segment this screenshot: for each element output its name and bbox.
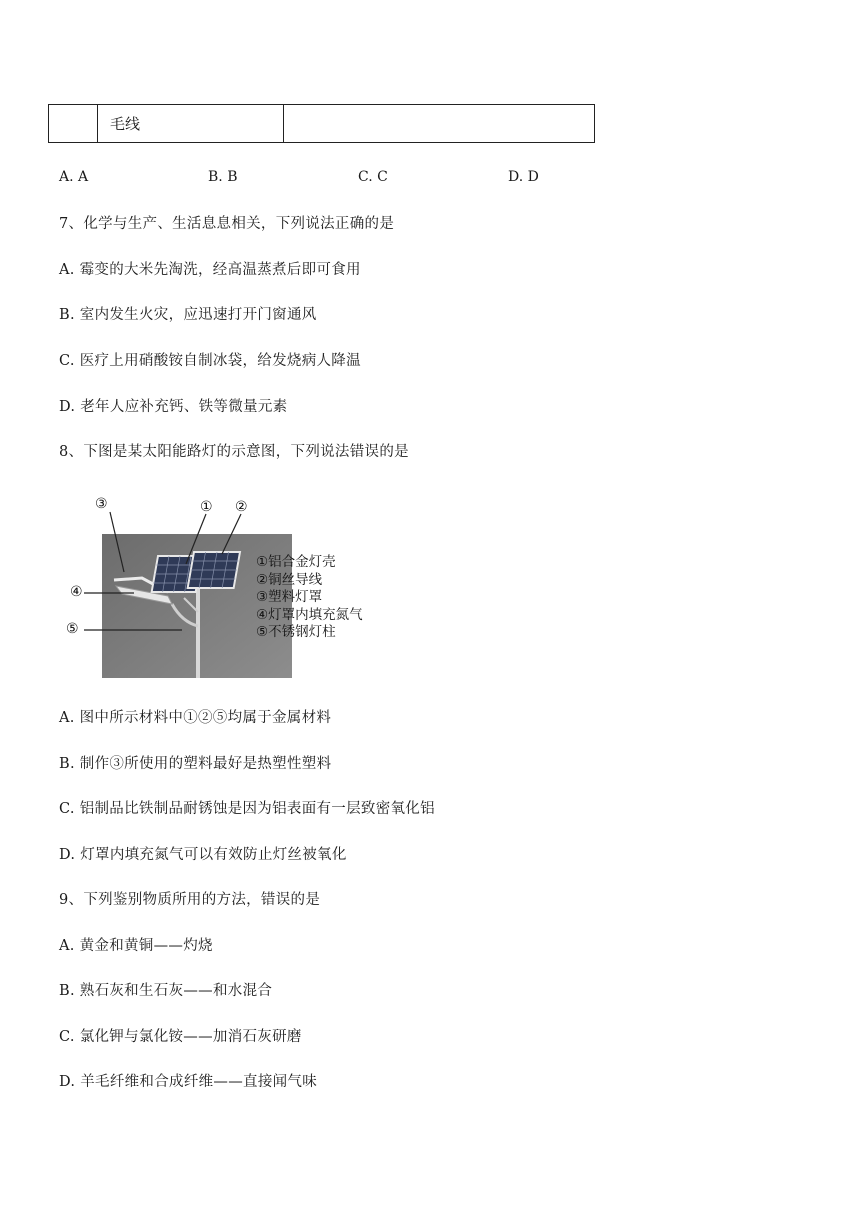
callout-1: ① bbox=[200, 499, 213, 515]
question-9-stem: 9、下列鉴别物质所用的方法，错误的是 bbox=[59, 892, 321, 908]
question-7-stem: 7、化学与生产、生活息息相关，下列说法正确的是 bbox=[59, 216, 395, 232]
solar-street-lamp-figure bbox=[66, 494, 396, 680]
q8-option-b: B. 制作③所使用的塑料最好是热塑性塑料 bbox=[59, 756, 332, 772]
q8-option-a: A. 图中所示材料中①②⑤均属于金属材料 bbox=[59, 710, 332, 726]
q7-option-d: D. 老年人应补充钙、铁等微量元素 bbox=[59, 399, 288, 415]
q8-option-c: C. 铝制品比铁制品耐锈蚀是因为铝表面有一层致密氧化铝 bbox=[59, 801, 435, 817]
legend-item: ④灯罩内填充氮气 bbox=[256, 606, 363, 623]
q8-option-d: D. 灯罩内填充氮气可以有效防止灯丝被氧化 bbox=[59, 847, 347, 863]
legend-item: ①铝合金灯壳 bbox=[256, 554, 336, 570]
figure-legend bbox=[256, 554, 363, 642]
q6-option-a: A. A bbox=[59, 169, 89, 185]
table-cell bbox=[49, 105, 98, 143]
legend-item: ③塑料灯罩 bbox=[256, 589, 323, 605]
question-8-stem: 8、下图是某太阳能路灯的示意图，下列说法错误的是 bbox=[59, 444, 409, 460]
q7-option-a: A. 霉变的大米先淘洗，经高温蒸煮后即可食用 bbox=[59, 262, 361, 278]
table-cell bbox=[284, 105, 595, 143]
q6-option-b: B. B bbox=[208, 169, 238, 185]
legend-item: ②铜丝导线 bbox=[256, 571, 323, 588]
q9-option-c: C. 氯化钾与氯化铵——加消石灰研磨 bbox=[59, 1029, 302, 1045]
callout-4: ④ bbox=[70, 584, 83, 600]
q9-option-b: B. 熟石灰和生石灰——和水混合 bbox=[59, 983, 273, 999]
q6-option-c: C. C bbox=[358, 169, 388, 185]
q7-option-c: C. 医疗上用硝酸铵自制冰袋，给发烧病人降温 bbox=[59, 353, 361, 369]
q9-option-d: D. 羊毛纤维和合成纤维——直接闻气味 bbox=[59, 1074, 318, 1090]
q6-option-d: D. D bbox=[508, 169, 539, 185]
legend-item: ⑤不锈钢灯柱 bbox=[256, 624, 336, 640]
q9-option-a: A. 黄金和黄铜——灼烧 bbox=[59, 938, 213, 954]
table-cell: 毛线 bbox=[98, 105, 284, 143]
callout-2: ② bbox=[235, 499, 248, 515]
callout-3: ③ bbox=[95, 496, 108, 512]
table-row bbox=[49, 105, 595, 143]
answer-table bbox=[48, 104, 595, 143]
q7-option-b: B. 室内发生火灾，应迅速打开门窗通风 bbox=[59, 307, 317, 323]
callout-5: ⑤ bbox=[66, 621, 79, 637]
